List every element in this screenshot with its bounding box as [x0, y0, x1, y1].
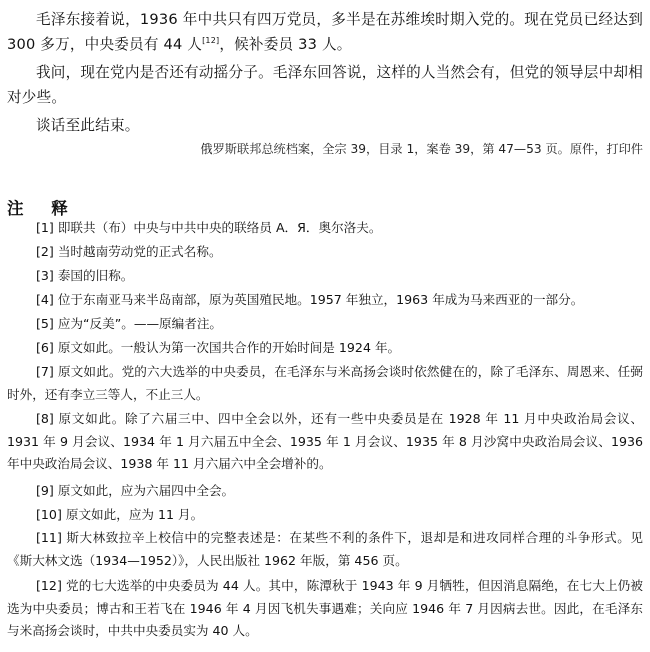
note-item-10: [10] 原文如此，应为 11 月。 [36, 507, 204, 522]
body-paragraph-2: 我问，现在党内是否还有动摇分子。毛泽东回答说，这样的人当然会有，但党的领导层中却相对少些。 [7, 64, 643, 106]
body-paragraph-1-text: 毛泽东接着说，1936 年中共只有四万党员，多半是在苏维埃时期入党的。现在党员已经达到 300 多万，中央委员有 44 人 [7, 11, 643, 53]
note-item-3: [3] 泰国的旧称。 [36, 268, 134, 283]
note-item-1: [1] 即联共（布）中央与中共中央的联络员 А．Я．奥尔洛夫。 [36, 220, 382, 235]
body-paragraph-1-tail: ，候补委员 33 人。 [219, 36, 352, 53]
note-item-5: [5] 应为“反美”。——原编者注。 [36, 316, 223, 331]
note-item-11: [11] 斯大林致拉辛上校信中的完整表述是：在某些不利的条件下，退却是和进攻同样合理的斗争形式。见《斯大林文选（1934—1952）》，人民出版社 1962 年版，第 456 页。 [7, 530, 643, 568]
archive-source-citation: 俄罗斯联邦总统档案，全宗 39，目录 1，案卷 39，第 47—53 页。原件，打印件 [200, 142, 643, 156]
note-item-8: [8] 原文如此。除了六届三中、四中全会以外，还有一些中央委员是在 1928 年 11 月中央政治局会议、1931 年 9 月会议、1934 年 1 月六届五中全会、1935 年 1 月会议、1935 年 8 月沙窝中央政治局会议、1936 年中央政治局会议、1938 年 11 月六届六中全会增补的。 [7, 411, 643, 471]
note-item-9: [9] 原文如此，应为六届四中全会。 [36, 483, 235, 498]
body-paragraph-1 [7, 7, 643, 57]
note-item-4: [4] 位于东南亚马来半岛南部，原为英国殖民地。1957 年独立，1963 年成为马来西亚的一部分。 [36, 292, 584, 307]
note-item-2: [2] 当时越南劳动党的正式名称。 [36, 244, 222, 259]
note-item-7: [7] 原文如此。党的六大选举的中央委员，在毛泽东与米高扬会谈时依然健在的，除了毛泽东、周恩来、任弼时外，还有李立三等人，不止三人。 [7, 364, 643, 402]
notes-heading: 注 释 [7, 199, 79, 218]
note-item-12: [12] 党的七大选举的中央委员为 44 人。其中，陈潭秋于 1943 年 9 月牺牲，但因消息隔绝，在七大上仍被选为中央委员；博古和王若飞在 1946 年 4 月因飞机失事遇难；关向应 1946 年 7 月因病去世。因此，在毛泽东与米高扬会谈时，中共中央委员实为 40 人。 [7, 578, 643, 638]
body-paragraph-3: 谈话至此结束。 [36, 117, 140, 134]
note-item-6: [6] 原文如此。一般认为第一次国共合作的开始时间是 1924 年。 [36, 340, 401, 355]
footnote-ref-12[interactable]: [12] [202, 36, 220, 46]
